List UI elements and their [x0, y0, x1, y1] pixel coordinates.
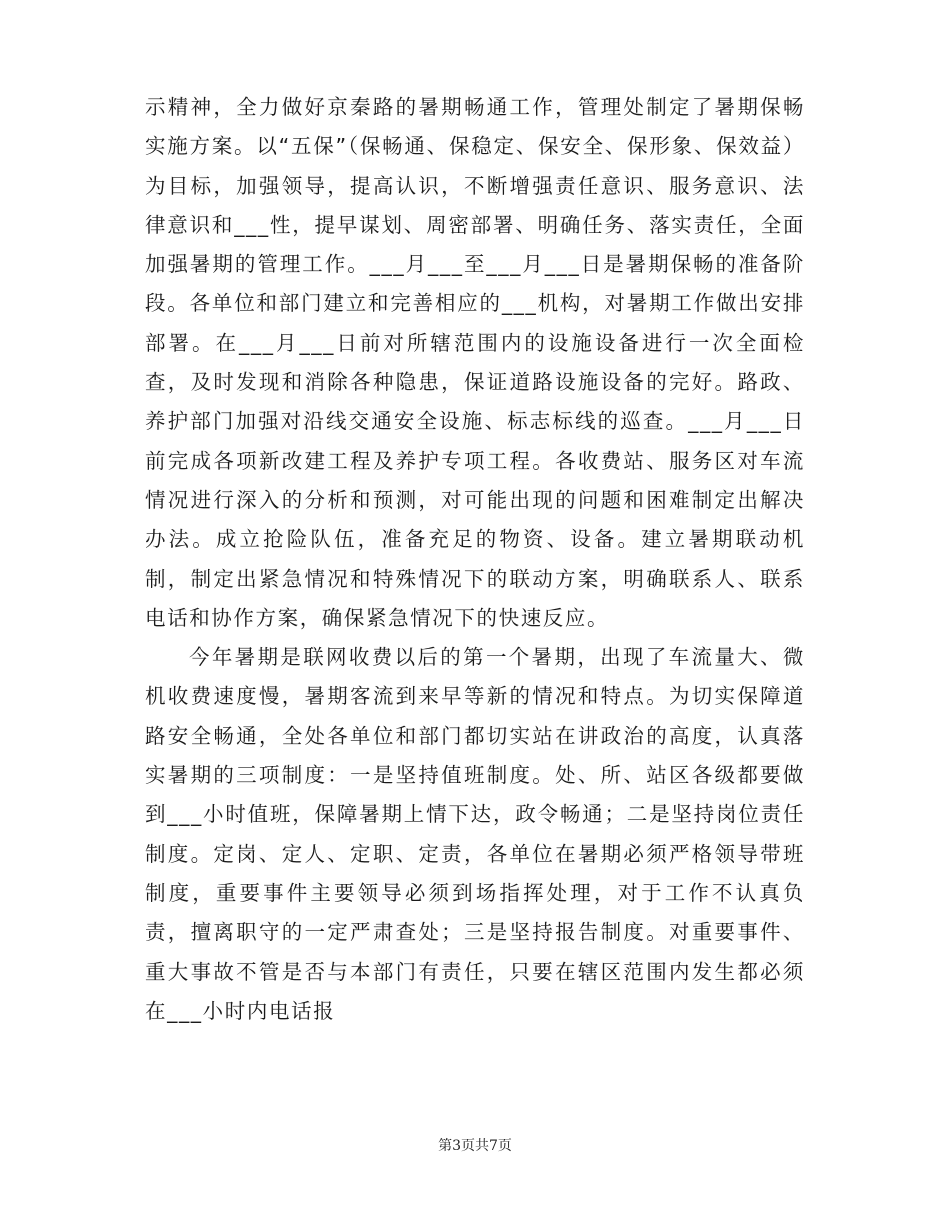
paragraph-summer-plan: 示精神，全力做好京秦路的暑期畅通工作，管理处制定了暑期保畅实施方案。以“五保”（保畅通、保稳定、保安全、保形象、保效益）为目标，加强领导，提高认识，不断增强责任意识、服务意识、法律意识和___性，提早谋划、周密部署、明确任务、落实责任，全面加强暑期的管理工作。___月___至___月___日是暑期保畅的准备阶段。各单位和部门建立和完善相应的___机构，对暑期工作做出安排部署。在___月___日前对所辖范围内的设施设备进行一次全面检查，及时发现和消除各种隐患，保证道路设施设备的完好。路政、养护部门加强对沿线交通安全设施、标志标线的巡查。___月___日前完成各项新改建工程及养护专项工程。各收费站、服务区对车流情况进行深入的分析和预测，对可能出现的问题和困难制定出解决办法。成立抢险队伍，准备充足的物资、设备。建立暑期联动机制，制定出紧急情况和特殊情况下的联动方案，明确联系人、联系电话和协作方案，确保紧急情况下的快速反应。 [145, 95, 805, 630]
paragraph-three-systems: 今年暑期是联网收费以后的第一个暑期，出现了车流量大、微机收费速度慢，暑期客流到来早等新的情况和特点。为切实保障道路安全畅通，全处各单位和部门都切实站在讲政治的高度，认真落实暑期的三项制度：一是坚持值班制度。处、所、站区各级都要做到___小时值班，保障暑期上情下达，政令畅通；二是坚持岗位责任制度。定岗、定人、定职、定责，各单位在暑期必须严格领导带班制度，重要事件主要领导必须到场指挥处理，对于工作不认真负责，擅离职守的一定严肃查处；三是坚持报告制度。对重要事件、重大事故不管是否与本部门有责任，只要在辖区范围内发生都必须在___小时内电话报 [145, 645, 805, 1023]
document-body [145, 88, 805, 1031]
page-number-footer: 第3页共7页 [438, 1138, 512, 1154]
